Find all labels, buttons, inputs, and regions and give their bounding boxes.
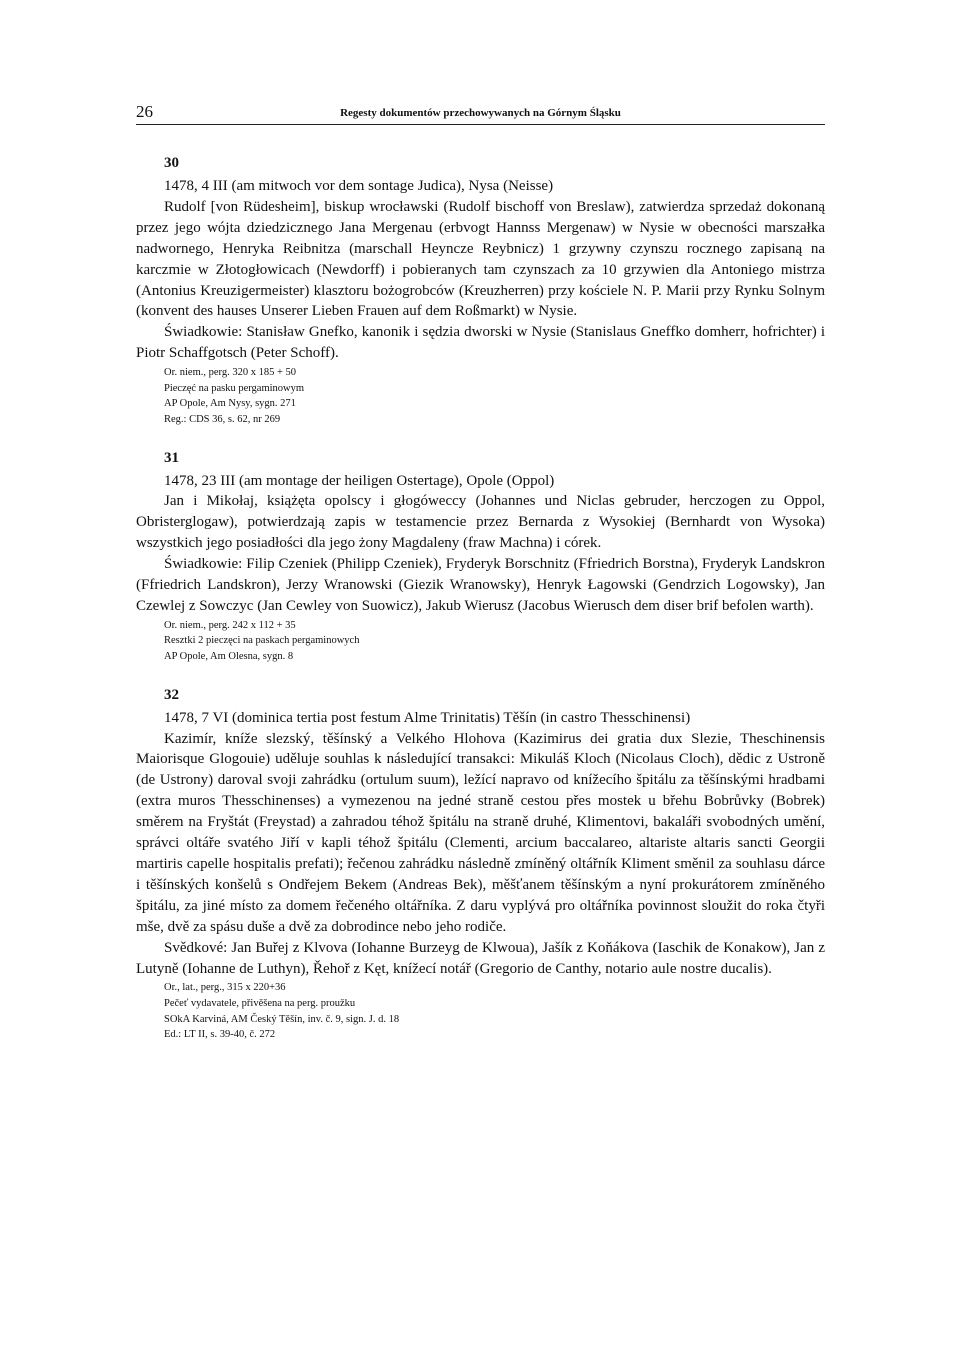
entry-witnesses: Świadkowie: Filip Czeniek (Philipp Czeniek), Fryderyk Borschnitz (Ffriedrich Borstna), Fryderyk Landskron (Ffriedrich Landskron), Jerzy Wranowski (Giezik Wranowsky), Henryk Łagowski (Gendrzich Logowsky), Jan Czewlej z Sowczyc (Jan Cewley von Suowicz), Jakub Wierusz (Jacobus Wierusch dem diser brif befolen warth). (136, 556, 825, 614)
entry-notes (164, 365, 825, 427)
running-title: Regesty dokumentów przechowywanych na Górnym Śląsku (340, 107, 621, 119)
entry-note: AP Opole, Am Nysy, sygn. 271 (164, 398, 296, 410)
entry-notes (164, 980, 825, 1042)
entry-summary: Jan i Mikołaj, książęta opolscy i głogóweccy (Johannes und Niclas gebruder, herczogen zu Oppol, Obristerglogaw), potwierdzają zapis w testamencie przez Bernarda z Wysokiej (Bernhardt von Wysoka) wszystkich jego posiadłości dla jego żony Magdaleny (fraw Machna) i córek. (136, 493, 825, 552)
entry-witnesses: Świadkowie: Stanisław Gnefko, kanonik i sędzia dworski w Nysie (Stanislaus Gneffko domherr, hofrichter) i Piotr Schaffgotsch (Peter Schoff). (136, 324, 825, 362)
entry-date-line: 1478, 4 III (am mitwoch vor dem sontage Judica), Nysa (Neisse) (164, 178, 554, 194)
entry-number: 30 (164, 155, 179, 171)
entry-notes (164, 618, 825, 665)
entry-note: Reg.: CDS 36, s. 62, nr 269 (164, 413, 281, 425)
entry-note: Or. niem., perg. 242 x 112 + 35 (164, 619, 296, 631)
regest-entry (136, 687, 825, 1043)
entry-note: SOkA Karviná, AM Český Těšín, inv. č. 9, sign. J. d. 18 (164, 1013, 400, 1025)
entry-note: Or. niem., perg. 320 x 185 + 50 (164, 367, 297, 379)
entry-note: Pečeť vydavatele, přivěšena na perg. proužku (164, 998, 356, 1010)
regest-entry (136, 155, 825, 428)
entry-summary: Rudolf [von Rüdesheim], biskup wrocławski (Rudolf bischoff von Breslaw), zatwierdza sprzedaż dokonaną przez jego wójta dziedzicznego Jana Mergenau (erbvogt Hannss Mergenaw) w Nysie w obecności marszałka nadwornego, Henryka Reibnitza (marschall Heyncze Reybnicz) 1 grzywny czynszu rocznego zapisaną na karczmie w Złotogłowicach (Newdorff) i pobieranych tam czynszach za 10 grzywien dla Antoniego mistrza (Antonius Kreuzigermeister) klasztoru bożogrobców (Kreuzherren) przy kościele N. P. Marii przy Rynku Solnym (konvent des hauses Unserer Lieben Frauen auf dem Roßmarkt) w Nysie. (136, 198, 825, 320)
entry-witnesses: Svědkové: Jan Buřej z Klvova (Iohanne Burzeyg de Klwoua), Jašík z Koňákova (Iaschik de Konakow), Jan z Lutyně (Iohanne de Luthyn), Řehoř z Kęt, knížecí notář (Gregorio de Canthy, notario aule nostre ducalis). (136, 939, 825, 977)
entry-note: Resztki 2 pieczęci na paskach pergaminowych (164, 635, 360, 647)
page-number: 26 (136, 102, 153, 121)
entry-date-line: 1478, 7 VI (dominica tertia post festum Alme Trinitatis) Těšín (in castro Thesschinensi) (164, 709, 691, 726)
entry-note: Or., lat., perg., 315 x 220+36 (164, 982, 286, 994)
entry-note: Pieczęć na pasku pergaminowym (164, 382, 305, 394)
entry-number: 31 (164, 449, 179, 466)
entry-date-line: 1478, 23 III (am montage der heiligen Ostertage), Opole (Oppol) (164, 472, 555, 489)
document-body (136, 155, 825, 1065)
page-header (136, 102, 825, 125)
regest-entry (136, 450, 825, 665)
entry-summary: Kazimír, kníže slezský, těšínský a Velkého Hlohova (Kazimirus dei gratia dux Slezie, Theschinensis Maiorisque Glogouie) uděluje souhlas k následující transakci: Mikuláš Kloch (Nicolaus Cloch), dědic z Ustroně (de Ustrony) daroval svoji zahrádku (ortulum suum), ležící napravo od knížecího špitálu za těšínskými hradbami (extra muros Thesschinenses) a vymezenou na jedné straně cestou přes mostek u břehu Bobrůvky (Bobrek) směrem na Fryštát (Freystad) a zahradou téhož špitálu na straně druhé, Klimentovi, bakaláři svobodných umění, správci oltáře svatého Jiří v kapli téhož špitálu (Clementi, arcium baccalareo, altariste altaris sancti Georgii martiris capelle hospitalis prefati); řečenou zahrádku následně zmíněný oltářník Kliment směnil za souhlasu dárce i těšínských konšelů s Ondřejem Bekem (Andreas Bek), měšťanem těšínským a nyní prokurátorem zmíněného špitálu, za jiné místo za domem řečeného oltářníka. Z daru vyplývá pro oltářníka povinnost sloužit do roka čtyři mše, dvě za spásu duše a dvě za dobrodince nebo jeho rodiče. (136, 730, 825, 935)
entry-number: 32 (164, 686, 179, 703)
entry-note: Ed.: LT II, s. 39-40, č. 272 (164, 1029, 276, 1041)
entry-note: AP Opole, Am Olesna, sygn. 8 (164, 651, 294, 663)
